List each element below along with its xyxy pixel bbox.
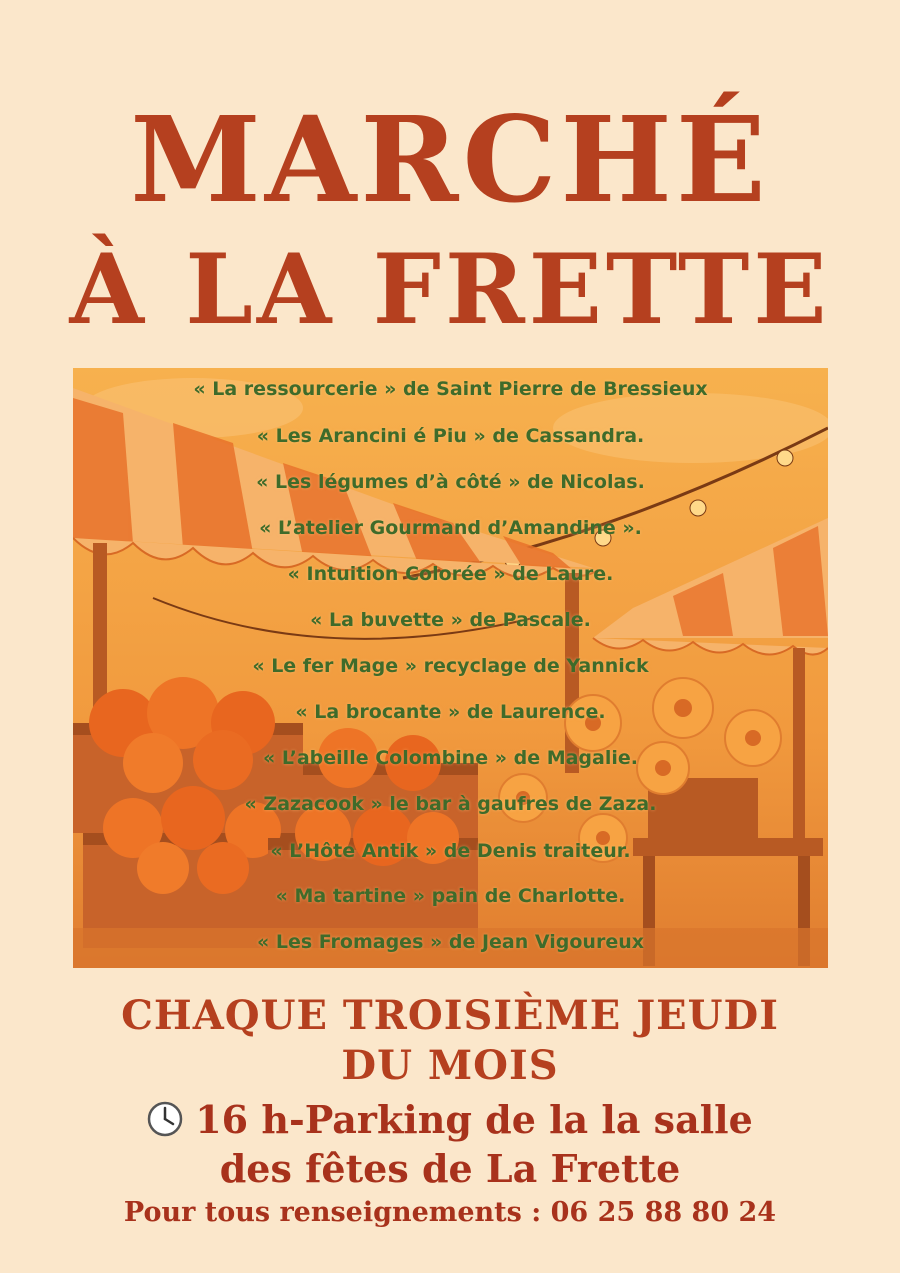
- schedule-line2: DU MOIS: [341, 1042, 559, 1089]
- clock-icon: [147, 1101, 183, 1137]
- vendor-item: « L’Hôte Antik » de Denis traiteur.: [270, 840, 631, 862]
- vendor-item: « Le fer Mage » recyclage de Yannick: [252, 655, 649, 677]
- vendor-item: « L’atelier Gourmand d’Amandine ».: [259, 517, 642, 539]
- vendor-item: « Les Fromages » de Jean Vigoureux: [256, 931, 645, 953]
- vendor-list: [73, 368, 828, 968]
- vendor-item: « Intuition Colorée » de Laure.: [287, 563, 614, 585]
- contact-info: Pour tous renseignements : 06 25 88 80 24: [123, 1197, 777, 1228]
- schedule-line1: CHAQUE TROISIÈME JEUDI: [121, 992, 779, 1039]
- vendor-item: « La buvette » de Pascale.: [310, 609, 591, 631]
- place-line1: [0, 1097, 900, 1143]
- vendor-item: « Ma tartine » pain de Charlotte.: [275, 885, 626, 907]
- poster-title-line1: MARCHÉ: [130, 90, 770, 229]
- vendor-item: « Les légumes d’à côté » de Nicolas.: [256, 471, 645, 493]
- vendor-item: « Zazacook » le bar à gaufres de Zaza.: [244, 793, 657, 815]
- place-line2: des fêtes de La Frette: [219, 1146, 681, 1191]
- poster-title-line2: À LA FRETTE: [69, 233, 831, 346]
- market-illustration: [73, 368, 828, 968]
- vendor-item: « La ressourcerie » de Saint Pierre de Bressieux: [193, 378, 708, 400]
- vendor-item: « L’abeille Colombine » de Magalie.: [263, 747, 638, 769]
- vendor-item: « Les Arancini é Piu » de Cassandra.: [256, 425, 645, 447]
- vendor-item: « La brocante » de Laurence.: [295, 701, 606, 723]
- place-line1-text: 16 h-Parking de la la salle: [195, 1097, 753, 1142]
